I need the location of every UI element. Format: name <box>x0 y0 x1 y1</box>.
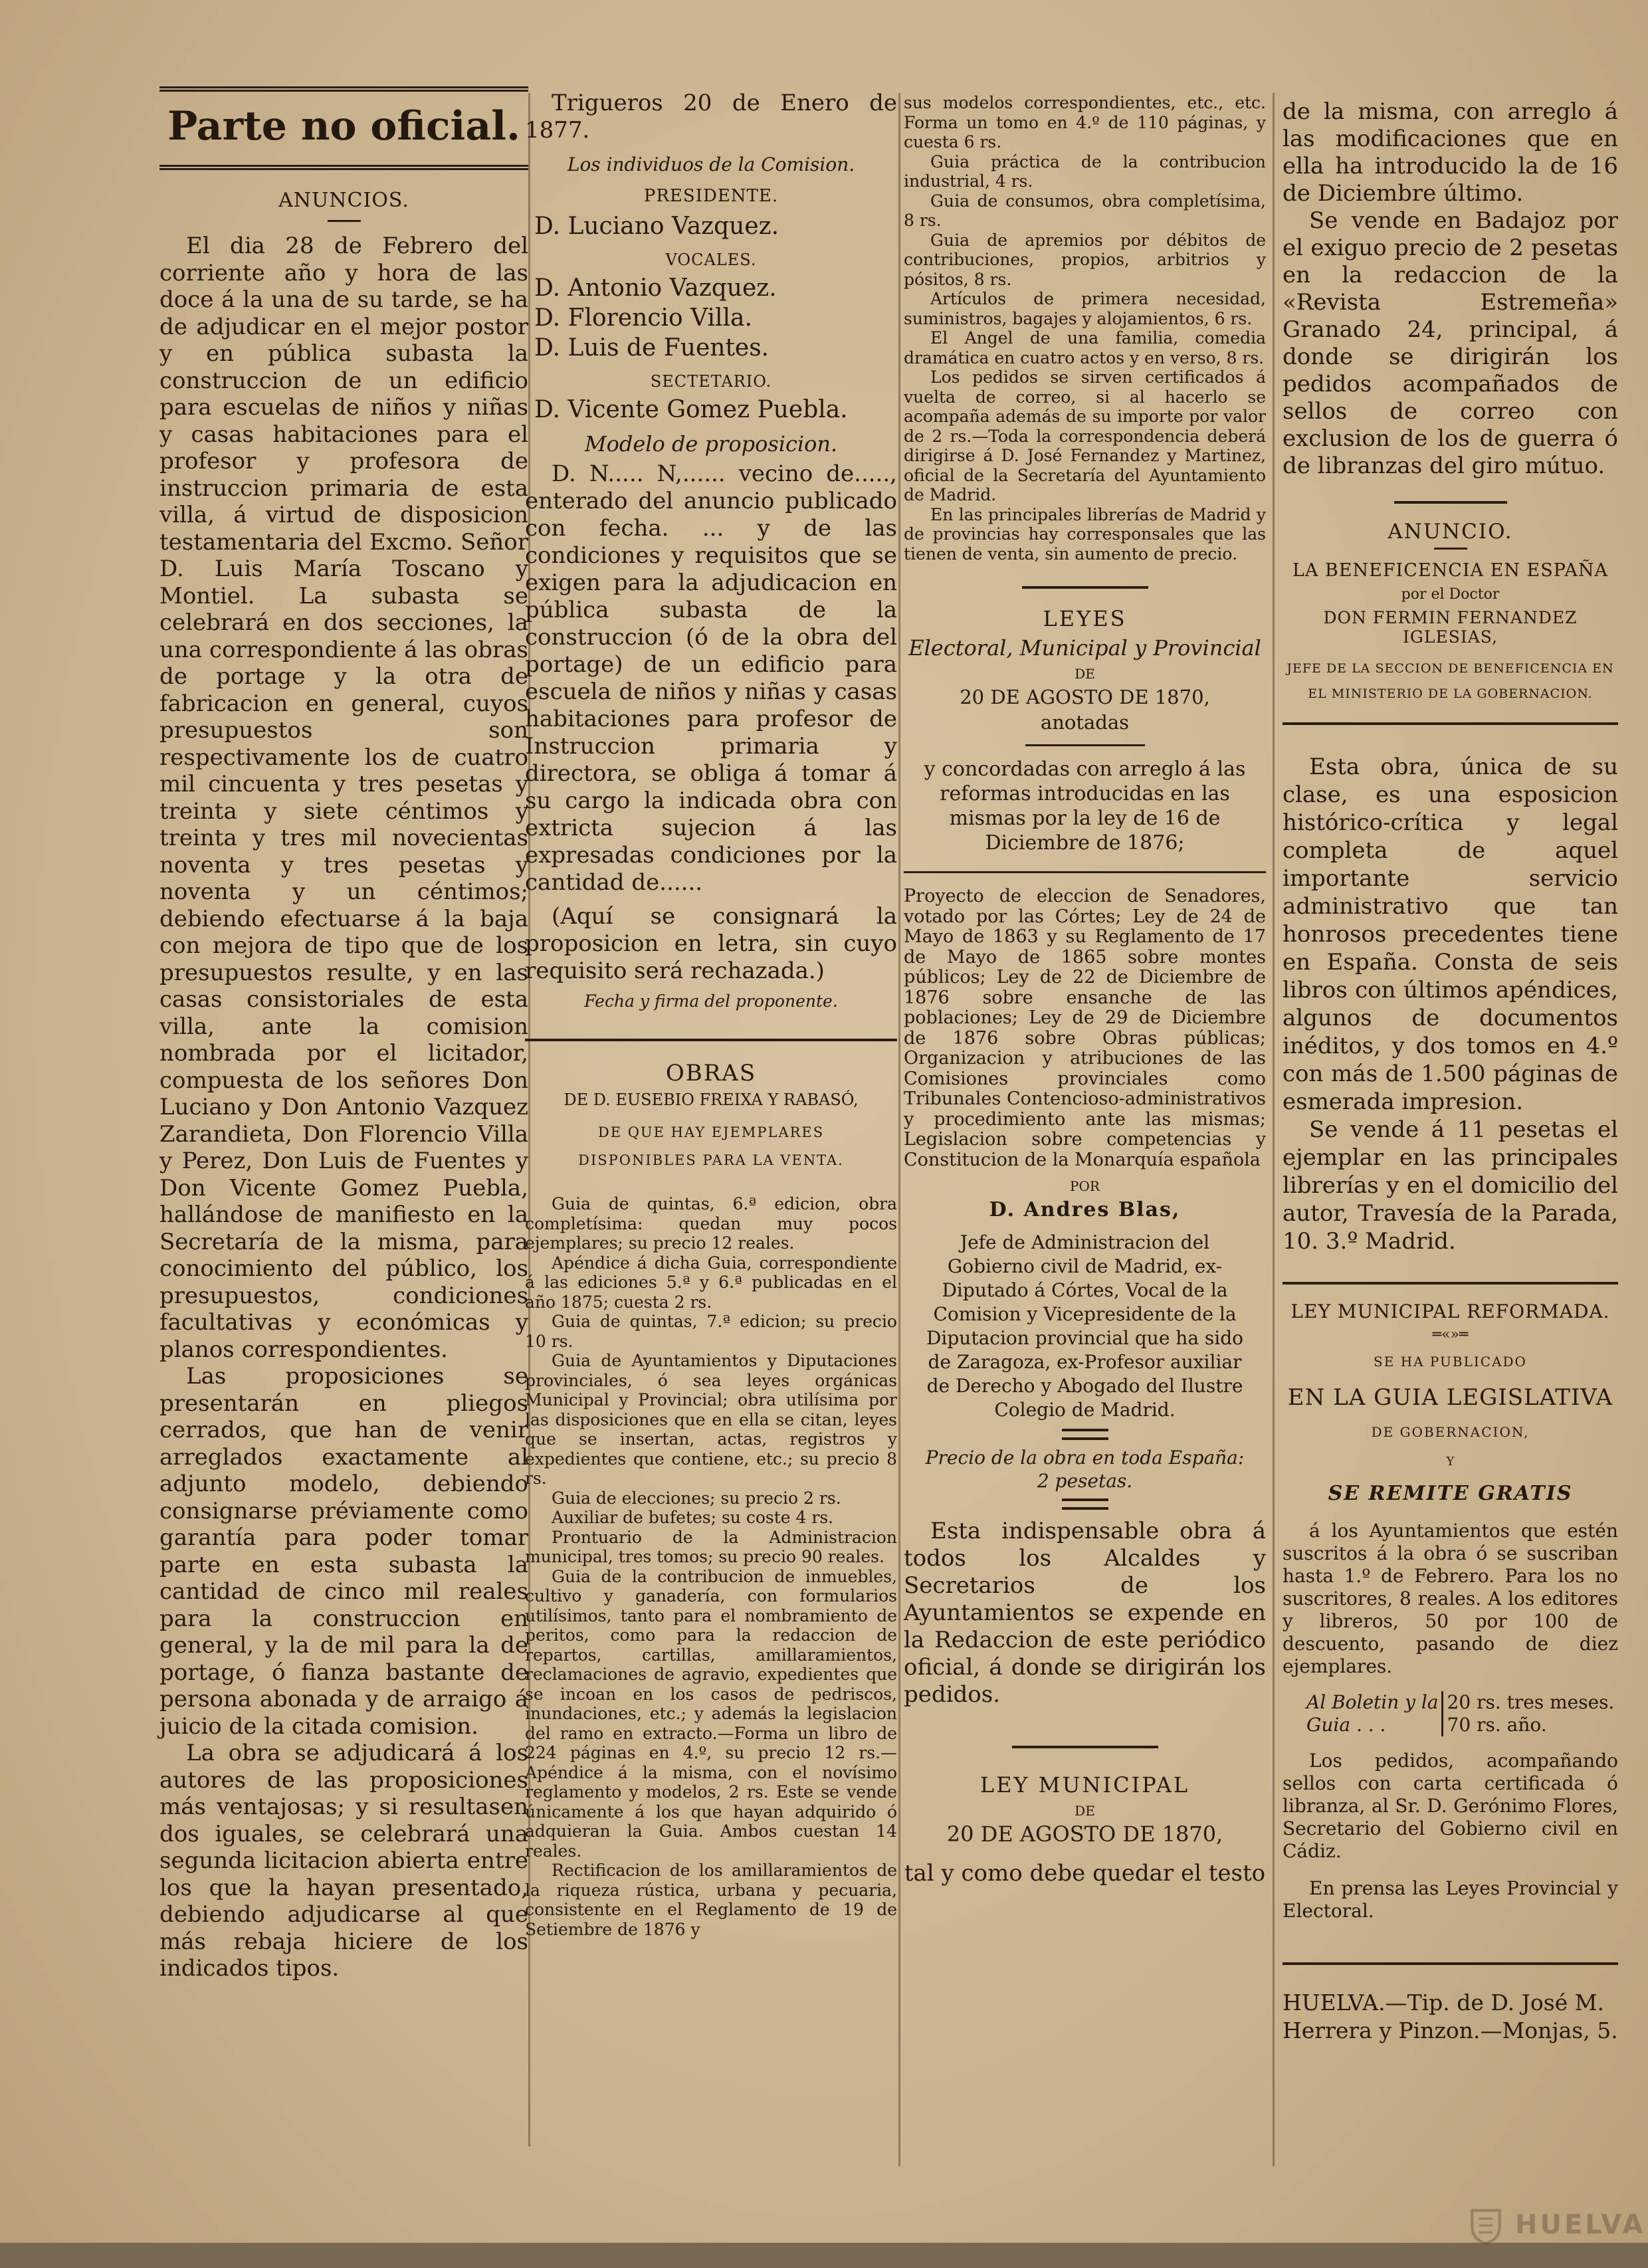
obras-item: Guia de consumos, obra completísima, 8 rs. <box>904 191 1266 230</box>
vocales-label: VOCALES. <box>665 251 757 269</box>
boletin-label: Al Boletin y la Guia . . . <box>1306 1691 1439 1736</box>
ley-title: LEY MUNICIPAL <box>979 1772 1190 1798</box>
anuncios-heading: ANUNCIOS. <box>278 189 409 212</box>
description: Se vende á 11 pesetas el ejemplar en las principales librerías y en el domicilio del autor, Travesía de la Parada, 10. 3.º Madrid. <box>1283 1116 1618 1255</box>
obras-item: Apéndice á dicha Guia, correspondiente á las ediciones 5.ª y 6.ª publicadas en el año 1875; cuesta 2 rs. <box>525 1253 897 1312</box>
divider <box>1062 1429 1108 1440</box>
model-title: Modelo de proposicion. <box>584 431 838 457</box>
president-label: PRESIDENTE. <box>643 186 779 206</box>
obras-item: Guia de quintas, 6.ª edicion, obra completísima: quedan muy pocos ejemplares; su precio 12 reales. <box>525 1194 897 1253</box>
column-1 <box>159 86 528 1982</box>
ley-date: 20 DE AGOSTO DE 1870, <box>946 1821 1223 1847</box>
model-text: D. N..... N,...... vecino de....., enterado del anuncio publicado con fecha. ... y de las condiciones y requisitos que se exigen para la adjudicacion en pública subasta de la construccion (ó de la obra del portage) de un edificio para escuela de niños y niñas y casas habitaciones para profesor de Instruccion primaria y directora, se obliga á tomar á su cargo la indicada obra con extricta sujecion á las expresadas condiciones por la cantidad de...... <box>525 461 897 896</box>
obras-author: DE D. EUSEBIO FREIXA Y RABASÓ, <box>564 1090 859 1109</box>
committee-line: Los individuos de la Comision. <box>567 154 855 175</box>
author-name: D. Andres Blas, <box>989 1198 1181 1221</box>
column-2 <box>525 90 897 1939</box>
paragraph: Las proposiciones se presentarán en pliegos cerrados, que han de venir arreglados exactamente al adjunto modelo, debiendo consignarse préviamente como garantía para poder tomar parte en esta subasta la cantidad de cinco mil reales para la construccion en general, y la de mil para la de portage, ó fianza bastante de persona abonada y de arraigo á juicio de la citada comision. <box>159 1363 528 1740</box>
guide-title: EN LA GUIA LEGISLATIVA <box>1287 1384 1613 1411</box>
free-delivery-label: SE REMITE GRATIS <box>1328 1482 1573 1505</box>
printer-footer: HUELVA.—Tip. de D. José M. Herrera y Pinzon.—Monjas, 5. <box>1283 1990 1618 2043</box>
by-doctor: por el Doctor <box>1401 586 1500 603</box>
and-label: Y <box>1446 1455 1455 1469</box>
orders-note: Los pedidos, acompañando sellos con carta certificada ó libranza, al Sr. D. Gerónimo Flores, Secretario del Gobierno civil en Cádiz. <box>1283 1750 1618 1862</box>
obras-item: Guia de Ayuntamientos y Diputaciones provinciales, ó sea leyes orgánicas Municipal y Provincial; obra utilísima por las disposiciones que en ella se citan, leyes que se insertan, actas, registros y expedientes que contiene, etc.; su precio 8 rs. <box>525 1351 897 1488</box>
paragraph: El dia 28 de Febrero del corriente año y hora de las doce á la una de su tarde, se ha de adjudicar en el mejor postor y en pública subasta la construccion de un edificio para escuelas de niños y niñas y casas habitaciones para el profesor y profesora de instruccion primaria de esta villa, á virtud de disposicion testamentaria del Excmo. Señor D. Luis María Toscano y Montiel. La subasta se celebrará en dos secciones, la una correspondiente á las obras de portage y la otra de fabricacion en general, cuyos presupuestos son respectivamente los de cuatro mil cincuenta y tres pesetas y treinta y siete céntimos y treinta y tres mil novecientas noventa y tres pesetas y noventa y un céntimos; debiendo efectuarse á la baja con mejora de tipo que de los presupuestos resulte, y en las casas consistoriales de esta villa, ante la comision nombrada por el licitador, compuesta de los señores Don Luciano y Don Antonio Vazquez Zarandieta, Don Florencio Villa y Perez, Don Luis de Fuentes y Don Vicente Gomez Puebla, hallándose de manifiesto en la Secretaría de la misma, para conocimiento del público, los presupuestos, condiciones facultativas y económicas y planos correspondientes. <box>159 233 528 1363</box>
column-rule <box>1273 93 1275 2166</box>
ornament: ═«»═ <box>1432 1326 1469 1343</box>
scan-bottom-strip <box>0 2243 1648 2268</box>
obras-item: Auxiliar de bufetes; su coste 4 rs. <box>552 1508 834 1527</box>
subscription-note: á los Ayuntamientos que estén suscritos á la obra ó se suscriban hasta 1.º de Febrero. Para los no suscritores, 8 reales. A los editores y libreros, 50 por 100 de descuento, pasando de diez ejemplares. <box>1283 1520 1618 1677</box>
ley-tail: tal y como debe quedar el testo <box>904 1860 1266 1887</box>
por-label: POR <box>1070 1178 1100 1194</box>
doctor-name: DON FERMIN FERNANDEZ IGLESIAS, <box>1323 608 1578 647</box>
divider <box>1283 1282 1618 1285</box>
divider <box>328 220 361 222</box>
ley-reformada-title: LEY MUNICIPAL REFORMADA. <box>1290 1300 1610 1322</box>
description: Esta obra, única de su clase, es una esposicion histórico-crítica y legal completa de aquel importante servicio administrativo que tan honrosos precedentes tiene en España. Consta de seis libros con últimos apéndices, algunos de documentos inéditos, y dos tomos en 4.º con más de 1.500 páginas de esmerada impresion. <box>1283 754 1618 1115</box>
vocal-name: D. Luis de Fuentes. <box>534 334 770 361</box>
price-label: Precio de la obra en toda España: <box>925 1447 1245 1469</box>
leyes-de: DE <box>1075 666 1095 682</box>
obras-item: Guia de apremios por débitos de contribuciones, propios, arbitrios y pósitos, 8 rs. <box>904 230 1266 289</box>
signature-line: Fecha y firma del proponente. <box>584 991 838 1011</box>
leyes-annotated: anotadas <box>1040 711 1130 734</box>
section-title: Parte no oficial. <box>167 103 520 150</box>
orders-note: Los pedidos se sirven certificados á vuelta de correo, si al hacerlo se acompaña además de su importe por valor de 2 rs.—Toda la correspondencia deberá dirigirse á D. José Fernandez y Martinez, oficial de la Secretaría del Ayuntamiento de Madrid. <box>904 367 1266 504</box>
vocal-name: D. Antonio Vazquez. <box>534 274 777 302</box>
leyes-title: LEYES <box>1043 606 1127 631</box>
divider <box>1062 1498 1108 1510</box>
beneficencia-title: LA BENEFICENCIA EN ESPAÑA <box>1292 560 1609 581</box>
author-description: Jefe de Administracion del Gobierno civil de Madrid, ex-Diputado á Córtes, Vocal de la Comision y Vicepresidente de la Diputacion provincial que ha sido de Zaragoza, ex-Profesor auxiliar de Derecho y Abogado del Ilustre Colegio de Madrid. <box>926 1231 1244 1421</box>
archive-watermark: HUELVA <box>1515 2210 1646 2240</box>
divider <box>1022 586 1148 589</box>
leyes-subtitle: Electoral, Municipal y Provincial <box>908 635 1261 661</box>
anuncio-title: ANUNCIO. <box>1388 520 1513 544</box>
obras-title: OBRAS <box>665 1060 757 1086</box>
ley-de: DE <box>1075 1803 1095 1819</box>
leyes-date: 20 DE AGOSTO DE 1870, <box>960 686 1210 708</box>
secretary-label: SECTETARIO. <box>650 372 772 391</box>
column-rule <box>898 93 900 2166</box>
boletin-values: 20 rs. tres meses. 70 rs. año. <box>1441 1691 1615 1736</box>
section-title-box <box>159 86 528 170</box>
doctor-position: JEFE DE LA SECCION DE BENEFICENCIA EN EL MINISTERIO DE LA GOBERNACION. <box>1287 661 1614 701</box>
continuation-text: de la misma, con arreglo á las modificaciones que en ella ha introducido la de 16 de Diciembre último. <box>1283 98 1618 207</box>
leyes-content: Proyecto de eleccion de Senadores, votado por las Córtes; Ley de 24 de Mayo de 1863 y su Reglamento de 17 de Mayo de 1865 sobre montes públicos; Ley de 22 de Diciembre de 1876 sobre ensanche de las poblaciones; Ley de 29 de Diciembre de 1876 sobre Obras públicas; Organizacion y atribuciones de las Comisiones provinciales como Tribunales Contencioso-administrativos y procedimiento ante las mismas; Legislacion sobre competencias y Constitucion de la Monarquía española <box>904 886 1266 1170</box>
divider <box>1012 1746 1158 1748</box>
president-name: D. Luciano Vazquez. <box>534 213 779 240</box>
divider <box>1434 548 1467 550</box>
crest-icon <box>1465 2205 1506 2246</box>
obras-item: Guia práctica de la contribucion industrial, 4 rs. <box>904 152 1266 191</box>
in-press-note: En prensa las Leyes Provincial y Electoral. <box>1283 1877 1618 1922</box>
divider <box>525 1039 897 1041</box>
obras-item: Guia de la contribucion de inmuebles, cultivo y ganadería, con formularios utilísimos, tanto para el nombramiento de peritos, como para la redaccion de repartos, cartillas, amillaramientos, reclamaciones de agravio, expedientes que se incoan en los casos de pedriscos, inundaciones, etc.; y además la legislacion del ramo en extracto.—Forma un libro de 224 páginas en 4.º, su precio 12 rs.—Apéndice á la misma, con el novísimo reglamento y modelos, 2 rs. Este se vende únicamente á los que hayan adquirido ó adquieran la Guia. Ambos cuestan 14 reales. <box>525 1566 897 1861</box>
model-note: (Aquí se consignará la proposicion en letra, sin cuyo requisito será rechazada.) <box>525 903 897 984</box>
bookshops-note: En las principales librerías de Madrid y de provincias hay corresponsales que las tienen de venta, sin aumento de precio. <box>904 504 1266 564</box>
leyes-concordadas: y concordadas con arreglo á las reformas introducidas en las mismas por la ley de 16 de Diciembre de 1876; <box>924 758 1246 855</box>
divider <box>1394 501 1507 504</box>
divider <box>1283 722 1618 725</box>
gobernacion-label: DE GOBERNACION, <box>1371 1424 1530 1440</box>
obras-item: Guia de elecciones; su precio 2 rs. <box>552 1488 841 1508</box>
secretary-name: D. Vicente Gomez Puebla. <box>534 396 848 423</box>
obras-item: Prontuario de la Administracion municipal, tres tomos; su precio 90 reales. <box>525 1527 897 1566</box>
boletin-prices <box>1283 1691 1618 1736</box>
divider <box>1283 1962 1618 1965</box>
dateline: Trigueros 20 de Enero de 1877. <box>525 90 897 144</box>
divider <box>904 871 1266 873</box>
obras-subtitle: DE QUE HAY EJEMPLARES DISPONIBLES PARA LA VENTA. <box>578 1124 844 1168</box>
paragraph: La obra se adjudicará á los autores de las proposiciones más ventajosas; y si resultasen dos iguales, se celebrará una segunda licitacion abierta entre los que la hayan presentado, debiendo adjudicarse al que más rebaja hiciere de los indicados tipos. <box>159 1740 528 1982</box>
obras-item: Guia de quintas, 7.ª edicion; su precio 10 rs. <box>525 1312 897 1351</box>
column-4 <box>1283 98 1618 2045</box>
column-3 <box>904 93 1266 1887</box>
price-value: 2 pesetas. <box>1037 1470 1133 1492</box>
continuation-text: sus modelos correspondientes, etc., etc. Forma un tomo en 4.º de 110 páginas, y cuesta 6 rs. <box>904 93 1266 152</box>
vocal-name: D. Florencio Villa. <box>534 304 752 332</box>
published-label: SE HA PUBLICADO <box>1374 1354 1527 1370</box>
sale-note: Se vende en Badajoz por el exiguo precio de 2 pesetas en la redaccion de la «Revista Estremeña» Granado 24, principal, á donde se dirigirán los pedidos acompañados de sellos de correo con exclusion de los de guerra ó de libranzas del giro mútuo. <box>1283 207 1618 479</box>
obras-item: El Angel de una familia, comedia dramática en cuatro actos y en verso, 8 rs. <box>904 328 1266 367</box>
obras-item: Artículos de primera necesidad, suministros, bagajes y alojamientos, 6 rs. <box>904 289 1266 328</box>
divider <box>1025 744 1145 746</box>
obras-item: Rectificacion de los amillaramientos de la riqueza rústica, urbana y pecuaria, consistente en el Reglamento de 19 de Setiembre de 1876 y <box>525 1861 897 1939</box>
sale-note: Esta indispensable obra á todos los Alcaldes y Secretarios de los Ayuntamientos se expende en la Redaccion de este periódico oficial, á donde se dirigirán los pedidos. <box>904 1518 1266 1708</box>
